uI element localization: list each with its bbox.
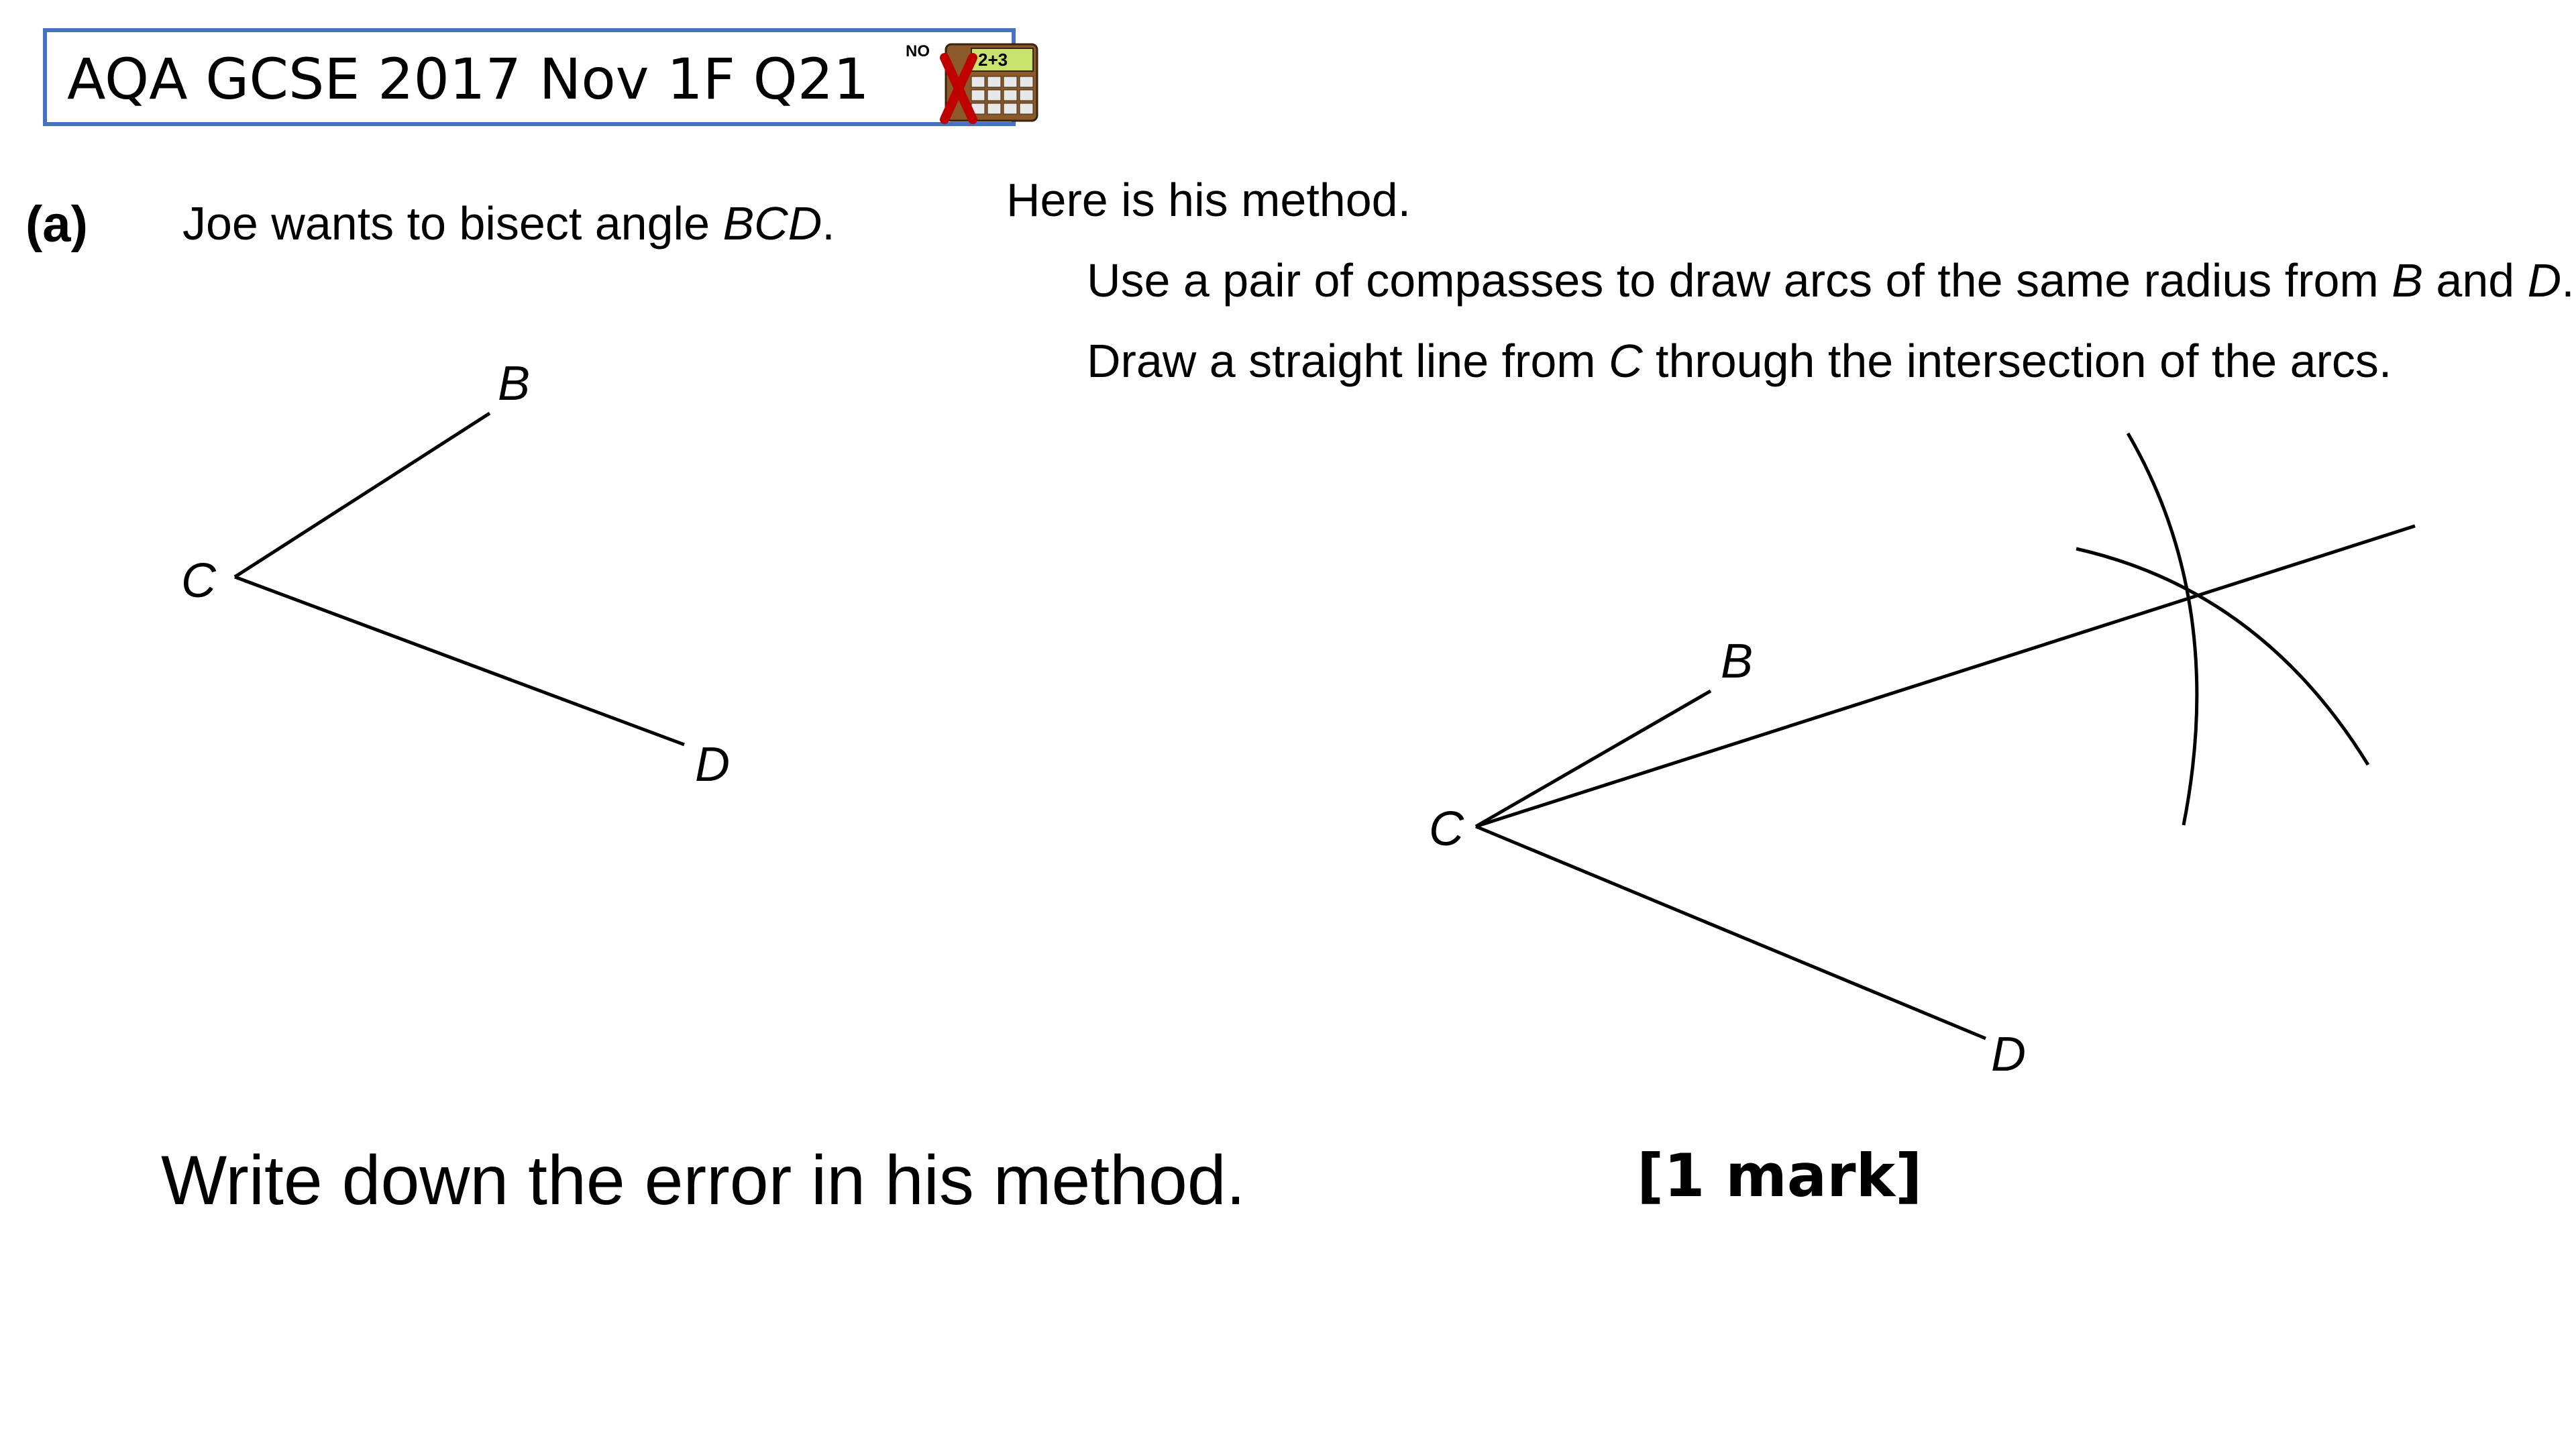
label-b: B [498, 357, 531, 411]
method-heading: Here is his method. [1006, 174, 1411, 226]
calculator-screen-text: 2+3 [978, 50, 1008, 70]
marks-label: [1 mark] [1637, 1141, 1923, 1210]
right-diagram [1429, 433, 2415, 1081]
label-d-right: D [1991, 1028, 2026, 1081]
arc-from-b [2128, 433, 2197, 825]
line-cd-right [1476, 826, 1986, 1038]
line-cd [235, 577, 684, 745]
part-label: (a) [25, 196, 88, 253]
label-d: D [695, 738, 730, 792]
method-step-2: Draw a straight line from C through the intersection of the arcs. [1087, 335, 2392, 387]
question-intro: Joe wants to bisect angle BCD. [182, 197, 835, 250]
no-label: NO [906, 42, 930, 60]
bisector-line [1476, 526, 2415, 826]
label-b-right: B [1721, 635, 1754, 688]
page-title: AQA GCSE 2017 Nov 1F Q21 [67, 46, 869, 112]
method-step-1: Use a pair of compasses to draw arcs of the same radius from B and D. [1087, 254, 2575, 307]
left-diagram [181, 357, 730, 792]
task-text: Write down the error in his method. [161, 1142, 1246, 1220]
label-c-right: C [1429, 802, 1464, 856]
line-cb [235, 413, 490, 577]
arc-from-d [2076, 549, 2368, 765]
line-cb-right [1476, 691, 1711, 826]
label-c: C [181, 554, 216, 608]
